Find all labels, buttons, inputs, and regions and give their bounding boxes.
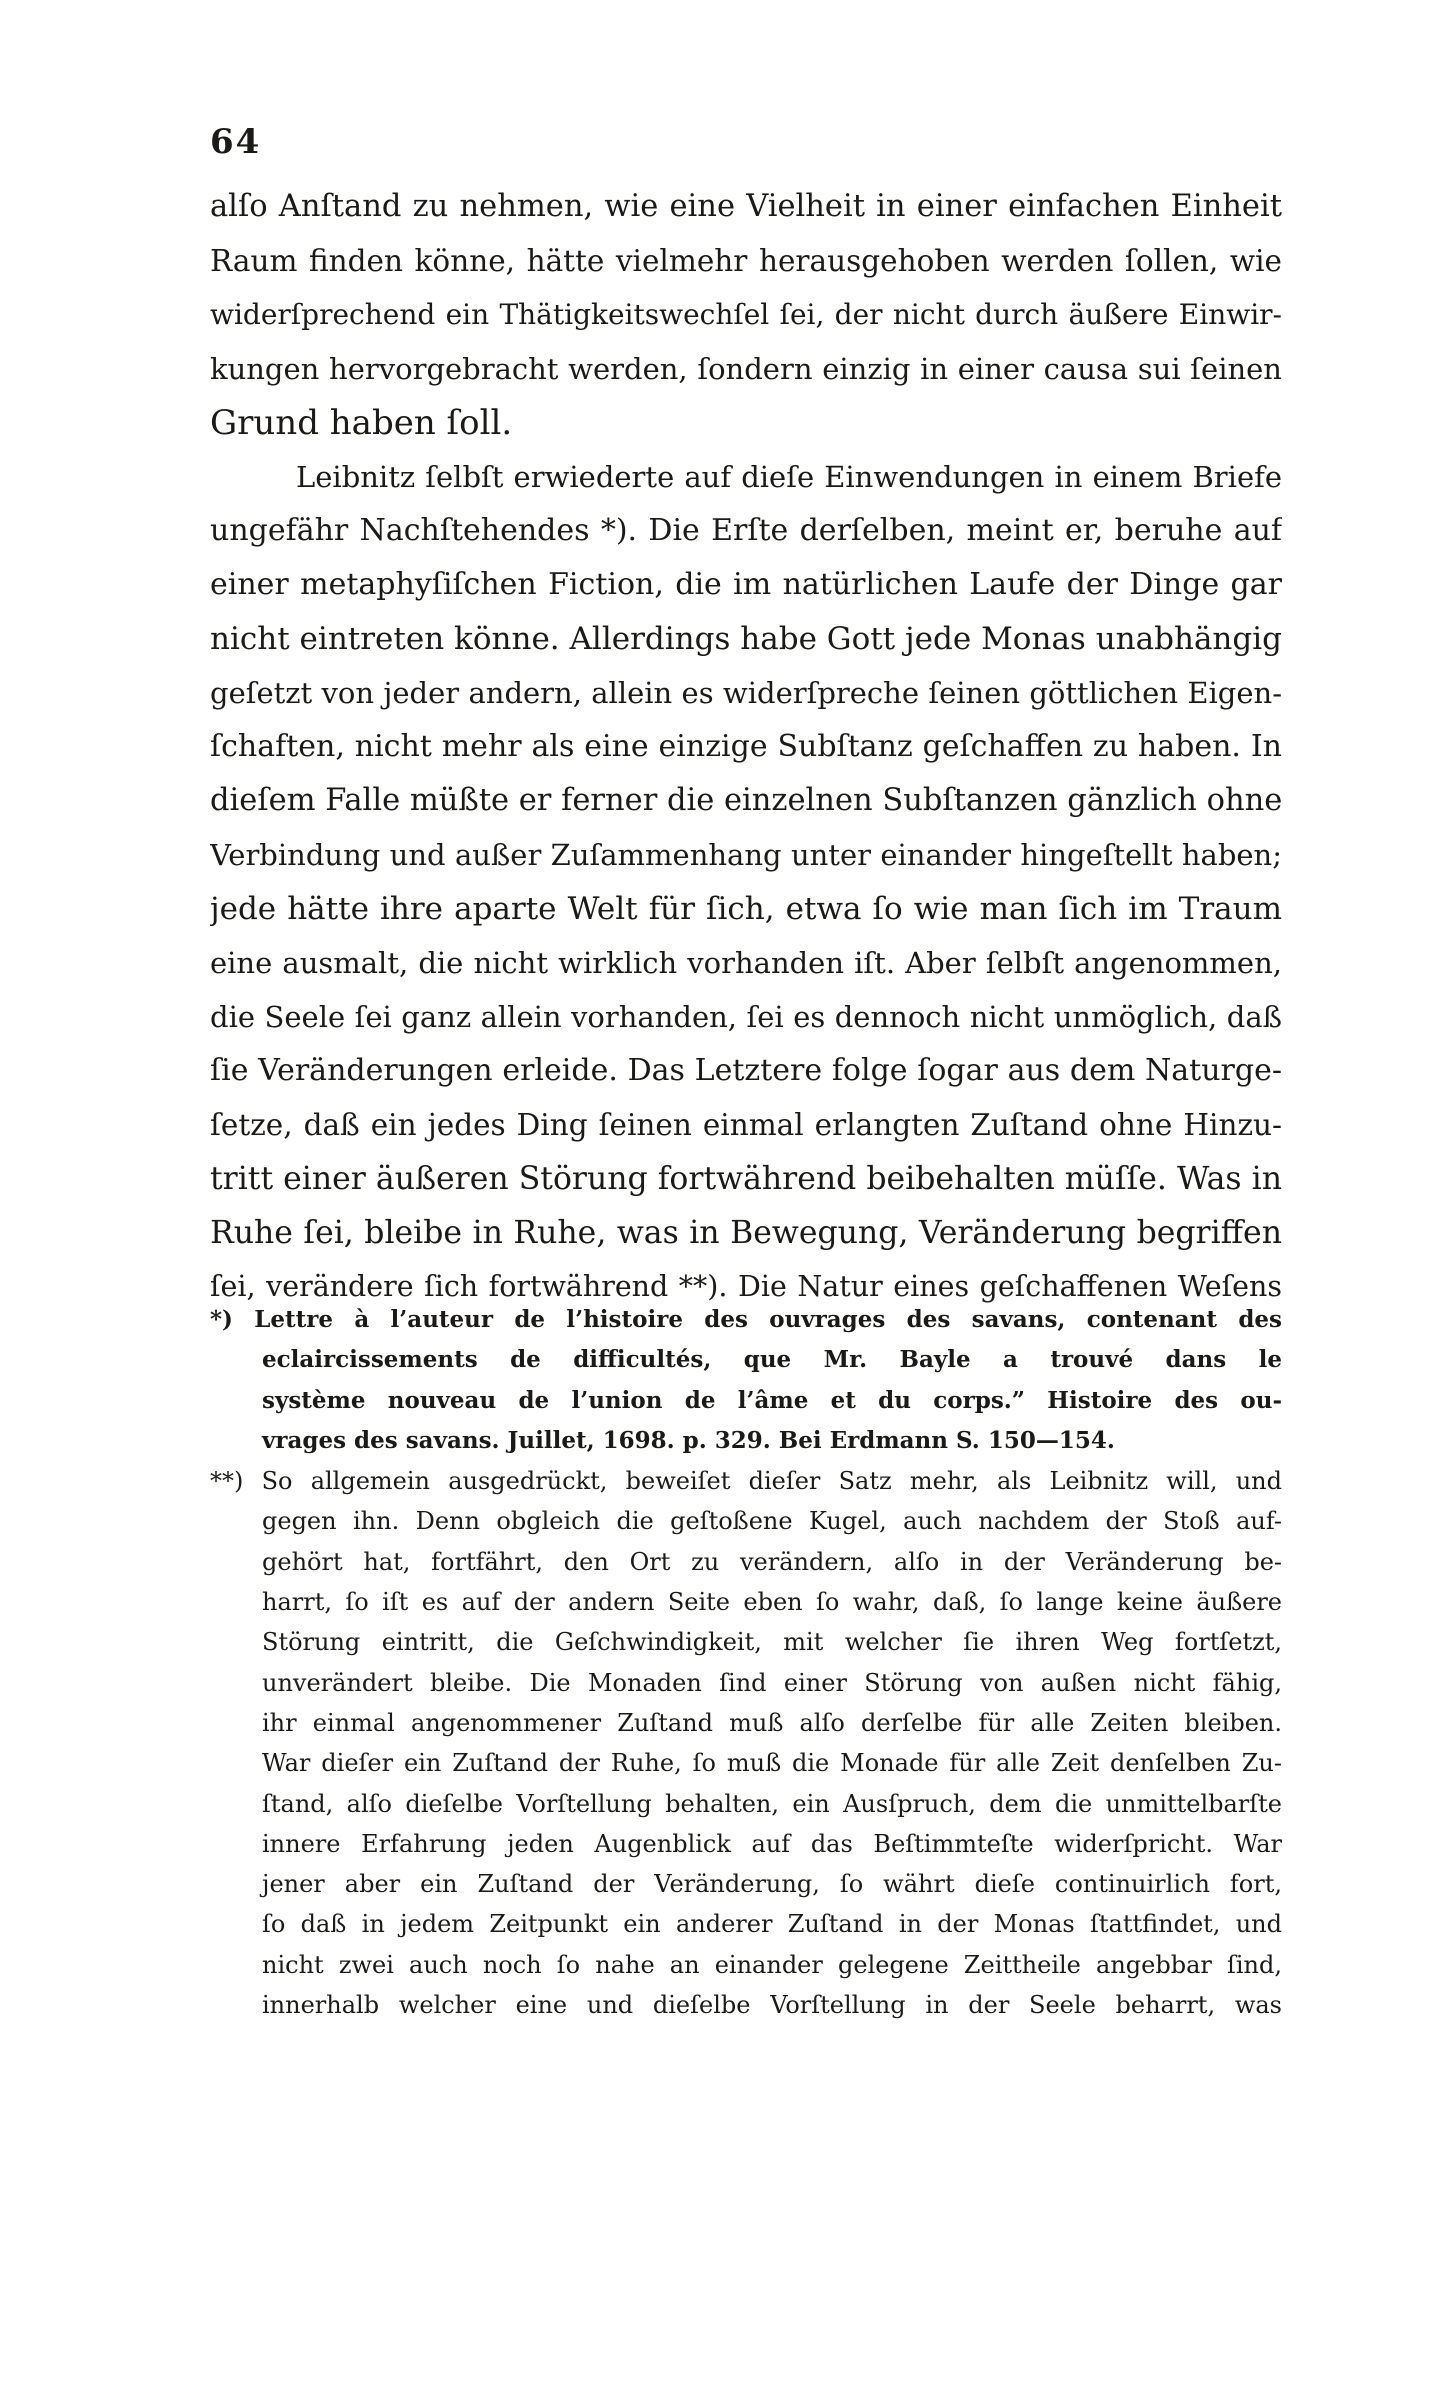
body-line: Verbindung und außer Zuſammenhang unter einander hingeſtellt haben; [210,838,1282,872]
body-line: ſie Veränderungen erleide. Das Letztere folge ſogar aus dem Naturge- [210,1053,1282,1088]
footnote-line: vrages des savans. Juillet, 1698. p. 329. Bei Erdmann S. 150—154. [262,1426,1115,1454]
footnote-line: innere Erfahrung jeden Augenblick auf das Beſtimmteſte widerſpricht. War [262,1829,1282,1858]
footnote-line: **) So allgemein ausgedrückt, beweiſet dieſer Satz mehr, als Leibnitz will, und [210,1467,1282,1496]
footnotes [210,1300,1282,2025]
footnote-line: eclaircissements de difficultés, que Mr. Bayle a trouvé dans le [262,1346,1282,1374]
footnote-line: *) Lettre à l’auteur de l’histoire des ouvrages des savans, contenant des [210,1306,1282,1333]
body-line: alſo Anſtand zu nehmen, wie eine Vielheit in einer einfachen Einheit [210,189,1282,224]
body-line: tritt einer äußeren Störung fortwährend beibehalten müſſe. Was in [210,1161,1282,1197]
body-line: ſchaften, nicht mehr als eine einzige Subſtanz geſchaffen zu haben. In [210,729,1282,764]
body-line: jede hätte ihre aparte Welt für ſich, etwa ſo wie man ſich im Traum [210,891,1282,927]
footnote-line: jener aber ein Zuſtand der Veränderung, ſo währt dieſe continuirlich fort, [262,1870,1282,1899]
body-line: widerſprechend ein Thätigkeitswechſel ſei, der nicht durch äußere Einwir- [210,298,1282,331]
body-text [210,180,1282,1314]
footnote-line: gehört hat, fortfährt, den Ort zu verändern, alſo in der Veränderung be- [262,1547,1282,1576]
body-line: die Seele ſei ganz allein vorhanden, ſei es dennoch nicht unmöglich, daß [210,1000,1282,1034]
body-line: eine ausmalt, die nicht wirklich vorhanden iſt. Aber ſelbſt angenommen, [210,946,1282,980]
body-line: geſetzt von jeder andern, allein es widerſpreche ſeinen göttlichen Eigen- [210,676,1282,710]
footnote-line: Störung eintritt, die Geſchwindigkeit, mit welcher ſie ihren Weg fortſetzt, [262,1628,1282,1657]
footnote-line: innerhalb welcher eine und dieſelbe Vorſtellung in der Seele beharrt, was [262,1991,1282,2020]
body-line: nicht eintreten könne. Allerdings habe Gott jede Monas unabhängig [210,621,1282,657]
footnote-line: gegen ihn. Denn obgleich die geſtoßene Kugel, auch nachdem der Stoß auf- [262,1507,1282,1536]
page-number: 64 [210,122,262,162]
footnote-line: harrt, ſo iſt es auf der andern Seite eben ſo wahr, daß, ſo lange keine äußere [262,1588,1282,1617]
footnote-line: système nouveau de l’union de l’âme et du corps.” Histoire des ou- [262,1386,1282,1414]
body-line: Leibnitz ſelbſt erwiederte auf dieſe Einwendungen in einem Briefe [296,460,1282,494]
footnote-line: nicht zwei auch noch ſo nahe an einander gelegene Zeittheile angebbar ſind, [262,1950,1282,1979]
footnote-line: ihr einmal angenommener Zuſtand muß alſo derſelbe für alle Zeiten bleiben. [262,1708,1282,1737]
body-line: Raum finden könne, hätte vielmehr herausgehoben werden ſollen, wie [210,244,1282,278]
body-line: ſei, verändere ſich fortwährend **). Die Natur eines geſchaffenen Weſens [210,1270,1282,1303]
body-line: ungefähr Nachſtehendes *). Die Erſte derſelben, meint er, beruhe auf [210,513,1282,548]
footnote-line: War dieſer ein Zuſtand der Ruhe, ſo muß die Monade für alle Zeit denſelben Zu- [262,1749,1282,1778]
body-line: Grund haben ſoll. [210,403,513,443]
body-line: Ruhe ſei, bleibe in Ruhe, was in Bewegung, Veränderung begriffen [210,1215,1282,1251]
body-line: einer metaphyſiſchen Fiction, die im natürlichen Laufe der Dinge gar [210,567,1282,602]
body-line: kungen hervorgebracht werden, ſondern einzig in einer causa sui ſeinen [210,352,1282,386]
body-line: ſetze, daß ein jedes Ding ſeinen einmal erlangten Zuſtand ohne Hinzu- [210,1108,1282,1142]
body-line: dieſem Falle müßte er ferner die einzelnen Subſtanzen gänzlich ohne [210,783,1282,818]
footnote-line: ſo daß in jedem Zeitpunkt ein anderer Zuſtand in der Monas ſtattfindet, und [262,1910,1282,1939]
footnote-line: unverändert bleibe. Die Monaden ſind einer Störung von außen nicht fähig, [262,1668,1282,1697]
footnote-line: ſtand, alſo dieſelbe Vorſtellung behalten, ein Ausſpruch, dem die unmittelbarſte [262,1789,1282,1818]
